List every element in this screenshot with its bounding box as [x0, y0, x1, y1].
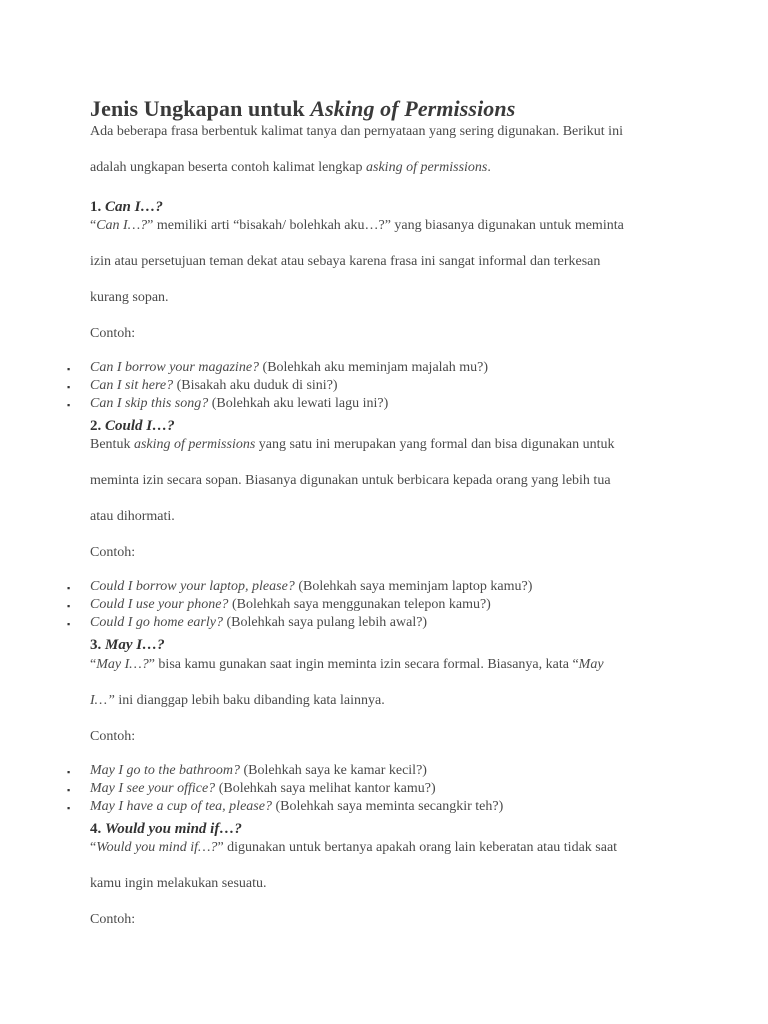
section-1-desc-line-2: izin atau persetujuan teman dekat atau sebaya karena frasa ini sangat informal dan terkesan [90, 254, 601, 269]
intro-line-2: adalah ungkapan beserta contoh kalimat lengkap asking of permissions. [90, 160, 491, 175]
bullet-marker: ▪ [67, 364, 71, 374]
section-4-desc-line-1: “Would you mind if…?” digunakan untuk bertanya apakah orang lain keberatan atau tidak saat [90, 840, 618, 855]
bullet-marker: ▪ [67, 785, 71, 795]
list-item: May I go to the bathroom? (Bolehkah saya ke kamar kecil?) [90, 763, 427, 778]
section-1-desc-line-3: kurang sopan. [90, 290, 169, 305]
bullet-marker: ▪ [67, 382, 71, 392]
bullet-marker: ▪ [67, 583, 71, 593]
section-3-contoh-label: Contoh: [90, 729, 136, 744]
section-3-desc-line-2: I…” ini dianggap lebih baku dibanding kata lainnya. [90, 693, 385, 708]
section-2-desc-line-1: Bentuk asking of permissions yang satu ini merupakan yang formal dan bisa digunakan untuk [90, 437, 615, 452]
list-item: Can I sit here? (Bisakah aku duduk di sini?) [90, 378, 338, 393]
section-1-desc-line-1: “Can I…?” memiliki arti “bisakah/ bolehkah aku…?” yang biasanya digunakan untuk meminta [90, 218, 624, 233]
bullet-marker: ▪ [67, 601, 71, 611]
section-4-contoh-label: Contoh: [90, 912, 136, 927]
section-2-desc-line-2: meminta izin secara sopan. Biasanya digunakan untuk berbicara kepada orang yang lebih tua [90, 473, 611, 488]
list-item: Could I borrow your laptop, please? (Bolehkah saya meminjam laptop kamu?) [90, 579, 533, 594]
list-item: May I see your office? (Bolehkah saya melihat kantor kamu?) [90, 781, 436, 796]
section-2-contoh-label: Contoh: [90, 545, 136, 560]
section-1-heading: 1. Can I…? [90, 199, 163, 215]
bullet-marker: ▪ [67, 400, 71, 410]
bullet-marker: ▪ [67, 767, 71, 777]
section-4-desc-line-2: kamu ingin melakukan sesuatu. [90, 876, 267, 891]
list-item: Could I go home early? (Bolehkah saya pulang lebih awal?) [90, 615, 428, 630]
list-item: Can I borrow your magazine? (Bolehkah aku meminjam majalah mu?) [90, 360, 489, 375]
section-4-heading: 4. Would you mind if…? [90, 821, 242, 837]
list-item: Can I skip this song? (Bolehkah aku lewati lagu ini?) [90, 396, 389, 411]
section-3-heading: 3. May I…? [90, 637, 165, 653]
bullet-marker: ▪ [67, 619, 71, 629]
section-2-desc-line-3: atau dihormati. [90, 509, 175, 524]
section-3-desc-line-1: “May I…?” bisa kamu gunakan saat ingin meminta izin secara formal. Biasanya, kata “May [90, 657, 604, 672]
bullet-marker: ▪ [67, 803, 71, 813]
list-item: Could I use your phone? (Bolehkah saya menggunakan telepon kamu?) [90, 597, 491, 612]
list-item: May I have a cup of tea, please? (Bolehkah saya meminta secangkir teh?) [90, 799, 504, 814]
page-title: Jenis Ungkapan untuk Asking of Permissions [90, 96, 516, 121]
section-1-contoh-label: Contoh: [90, 326, 136, 341]
section-2-heading: 2. Could I…? [90, 418, 175, 434]
intro-line-1: Ada beberapa frasa berbentuk kalimat tanya dan pernyataan yang sering digunakan. Berikut ini [90, 124, 623, 139]
